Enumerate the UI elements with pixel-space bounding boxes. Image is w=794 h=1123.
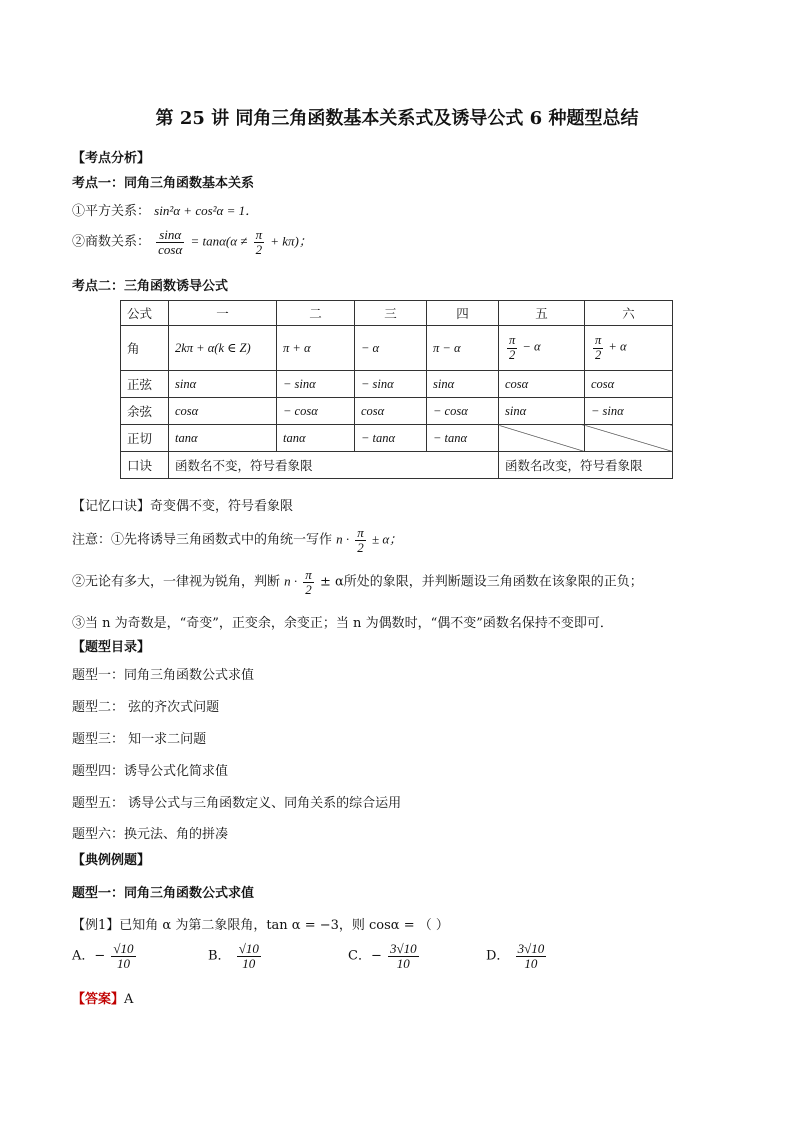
header-col-3: 三 <box>355 301 427 326</box>
square-formula: sin²α + cos²α = 1． <box>154 203 259 218</box>
note-1-text: 注意：①先将诱导三角函数式中的角统一写作 <box>72 532 333 548</box>
option-d-fraction <box>516 942 547 970</box>
answer-label: 【答案】 <box>72 992 125 1007</box>
option-b-label: B． <box>208 948 231 964</box>
angle-5-fraction <box>507 334 517 361</box>
note-3: ③当 n 为奇数是，“奇变”，正变余，余变正；当 n 为偶数时，“偶不变”函数名保持不变即可． <box>72 616 613 631</box>
table-rule-row <box>121 452 673 479</box>
option-a-label: A．− <box>72 948 106 964</box>
option-a-fraction <box>111 942 135 970</box>
type-item-1: 题型一：同角三角函数公式求值 <box>72 668 255 683</box>
note-1-pm: ± α； <box>371 531 403 547</box>
row-label-tan: 正切 <box>121 425 169 452</box>
induction-formula-table <box>120 300 673 479</box>
note-2-den: 2 <box>305 581 312 597</box>
section-analysis-heading: 【考点分析】 <box>72 151 151 166</box>
angle-5-tail: − α <box>522 339 541 354</box>
option-d-den: 10 <box>524 955 538 971</box>
note-2-fraction <box>303 568 314 596</box>
note-1 <box>72 526 402 554</box>
quotient-label: ②商数关系： <box>72 234 151 250</box>
type-item-5: 题型五： 诱导公式与三角函数定义、同角关系的综合运用 <box>72 796 402 811</box>
sin-6: cosα <box>585 371 673 398</box>
note-2-num: π <box>305 567 312 582</box>
row-label-angle: 角 <box>121 326 169 371</box>
table-tan-row <box>121 425 673 452</box>
cos-1: cosα <box>169 398 277 425</box>
option-d-num: 3√10 <box>517 941 545 956</box>
quotient-tail: + kπ)； <box>270 233 312 249</box>
table-cos-row <box>121 398 673 425</box>
quotient-lhs-den: cosα <box>158 241 183 257</box>
option-c-den: 10 <box>396 955 410 971</box>
tan-6-empty-diagonal <box>585 425 673 452</box>
angle-5-den: 2 <box>509 347 516 362</box>
quotient-mid: = tanα(α ≠ <box>190 233 248 249</box>
option-b-den: 10 <box>242 955 256 971</box>
angle-3: − α <box>355 326 427 371</box>
option-a-num: √10 <box>113 941 134 956</box>
angle-6-fraction <box>593 334 603 361</box>
angle-6 <box>585 326 673 371</box>
row-label-sin: 正弦 <box>121 371 169 398</box>
point2-heading: 考点二：三角函数诱导公式 <box>72 279 229 294</box>
header-col-1: 一 <box>169 301 277 326</box>
cos-6: − sinα <box>585 398 673 425</box>
row-label-rule: 口诀 <box>121 452 169 479</box>
type-item-4: 题型四：诱导公式化简求值 <box>72 764 229 779</box>
quotient-lhs-fraction <box>156 228 184 256</box>
note-1-n: n · <box>336 531 350 547</box>
option-d-label: D． <box>486 948 510 964</box>
tan-5-empty-diagonal <box>499 425 585 452</box>
option-b <box>208 942 263 970</box>
option-d <box>486 942 548 970</box>
quotient-pi-num: π <box>255 227 263 242</box>
option-a <box>72 942 138 970</box>
cos-2: − cosα <box>277 398 355 425</box>
angle-5 <box>499 326 585 371</box>
section-catalog-heading: 【题型目录】 <box>72 640 151 655</box>
answer-value: A <box>124 992 134 1007</box>
sin-4: sinα <box>427 371 499 398</box>
tan-4: − tanα <box>427 425 499 452</box>
note-1-fraction <box>355 526 366 554</box>
option-a-den: 10 <box>116 955 130 971</box>
option-c-fraction <box>388 942 419 970</box>
option-b-num: √10 <box>238 941 259 956</box>
angle-6-den: 2 <box>595 347 602 362</box>
note-1-den: 2 <box>357 539 364 555</box>
type-item-6: 题型六：换元法、角的拼凑 <box>72 827 229 842</box>
tan-1: tanα <box>169 425 277 452</box>
type-item-2: 题型二： 弦的齐次式问题 <box>72 700 220 715</box>
cos-5: sinα <box>499 398 585 425</box>
option-b-fraction <box>237 942 261 970</box>
section-examples-heading: 【典例例题】 <box>72 853 151 868</box>
header-formula: 公式 <box>121 301 169 326</box>
square-label: ①平方关系： <box>72 204 151 219</box>
header-col-6: 六 <box>585 301 673 326</box>
option-c <box>348 942 421 970</box>
note-2-post: ± α所处的象限，并判断题设三角函数在该象限的正负； <box>319 574 643 590</box>
option-c-label: C．− <box>348 948 382 964</box>
angle-1: 2kπ + α(k ∈ Z) <box>169 326 277 371</box>
page-title: 第 25 讲 同角三角函数基本关系式及诱导公式 6 种题型总结 <box>155 108 639 129</box>
sin-5: cosα <box>499 371 585 398</box>
angle-2: π + α <box>277 326 355 371</box>
memory-rhyme: 【记忆口诀】奇变偶不变，符号看象限 <box>72 499 294 514</box>
header-col-4: 四 <box>427 301 499 326</box>
square-relation <box>72 200 258 219</box>
note-1-num: π <box>357 525 364 540</box>
tan-2: tanα <box>277 425 355 452</box>
point1-heading: 考点一：同角三角函数基本关系 <box>72 176 255 191</box>
angle-4: π − α <box>427 326 499 371</box>
example-1-question: 【例1】已知角 α 为第二象限角，tan α = −3，则 cosα = （ ） <box>72 918 449 933</box>
row-label-cos: 余弦 <box>121 398 169 425</box>
rule-right: 函数名改变，符号看象限 <box>499 452 673 479</box>
header-col-2: 二 <box>277 301 355 326</box>
cos-3: cosα <box>355 398 427 425</box>
table-header-row <box>121 301 673 326</box>
angle-6-num: π <box>595 333 602 348</box>
option-c-num: 3√10 <box>389 941 417 956</box>
tan-3: − tanα <box>355 425 427 452</box>
cos-4: − cosα <box>427 398 499 425</box>
quotient-pi-den: 2 <box>255 241 263 257</box>
answer-line <box>72 988 133 1007</box>
type-item-3: 题型三： 知一求二问题 <box>72 732 207 747</box>
sin-3: − sinα <box>355 371 427 398</box>
note-2-n: n · <box>284 573 298 589</box>
quotient-pi-fraction <box>254 228 265 256</box>
table-angle-row <box>121 326 673 371</box>
rule-left: 函数名不变，符号看象限 <box>169 452 499 479</box>
quotient-lhs-num: sinα <box>156 228 184 243</box>
note-2 <box>72 568 643 596</box>
note-2-text: ②无论有多大，一律视为锐角，判断 <box>72 574 281 590</box>
table-sin-row <box>121 371 673 398</box>
angle-5-num: π <box>509 333 516 348</box>
sin-2: − sinα <box>277 371 355 398</box>
angle-6-tail: + α <box>608 339 627 354</box>
quotient-relation <box>72 228 312 256</box>
header-col-5: 五 <box>499 301 585 326</box>
sin-1: sinα <box>169 371 277 398</box>
type1-heading: 题型一：同角三角函数公式求值 <box>72 886 255 901</box>
